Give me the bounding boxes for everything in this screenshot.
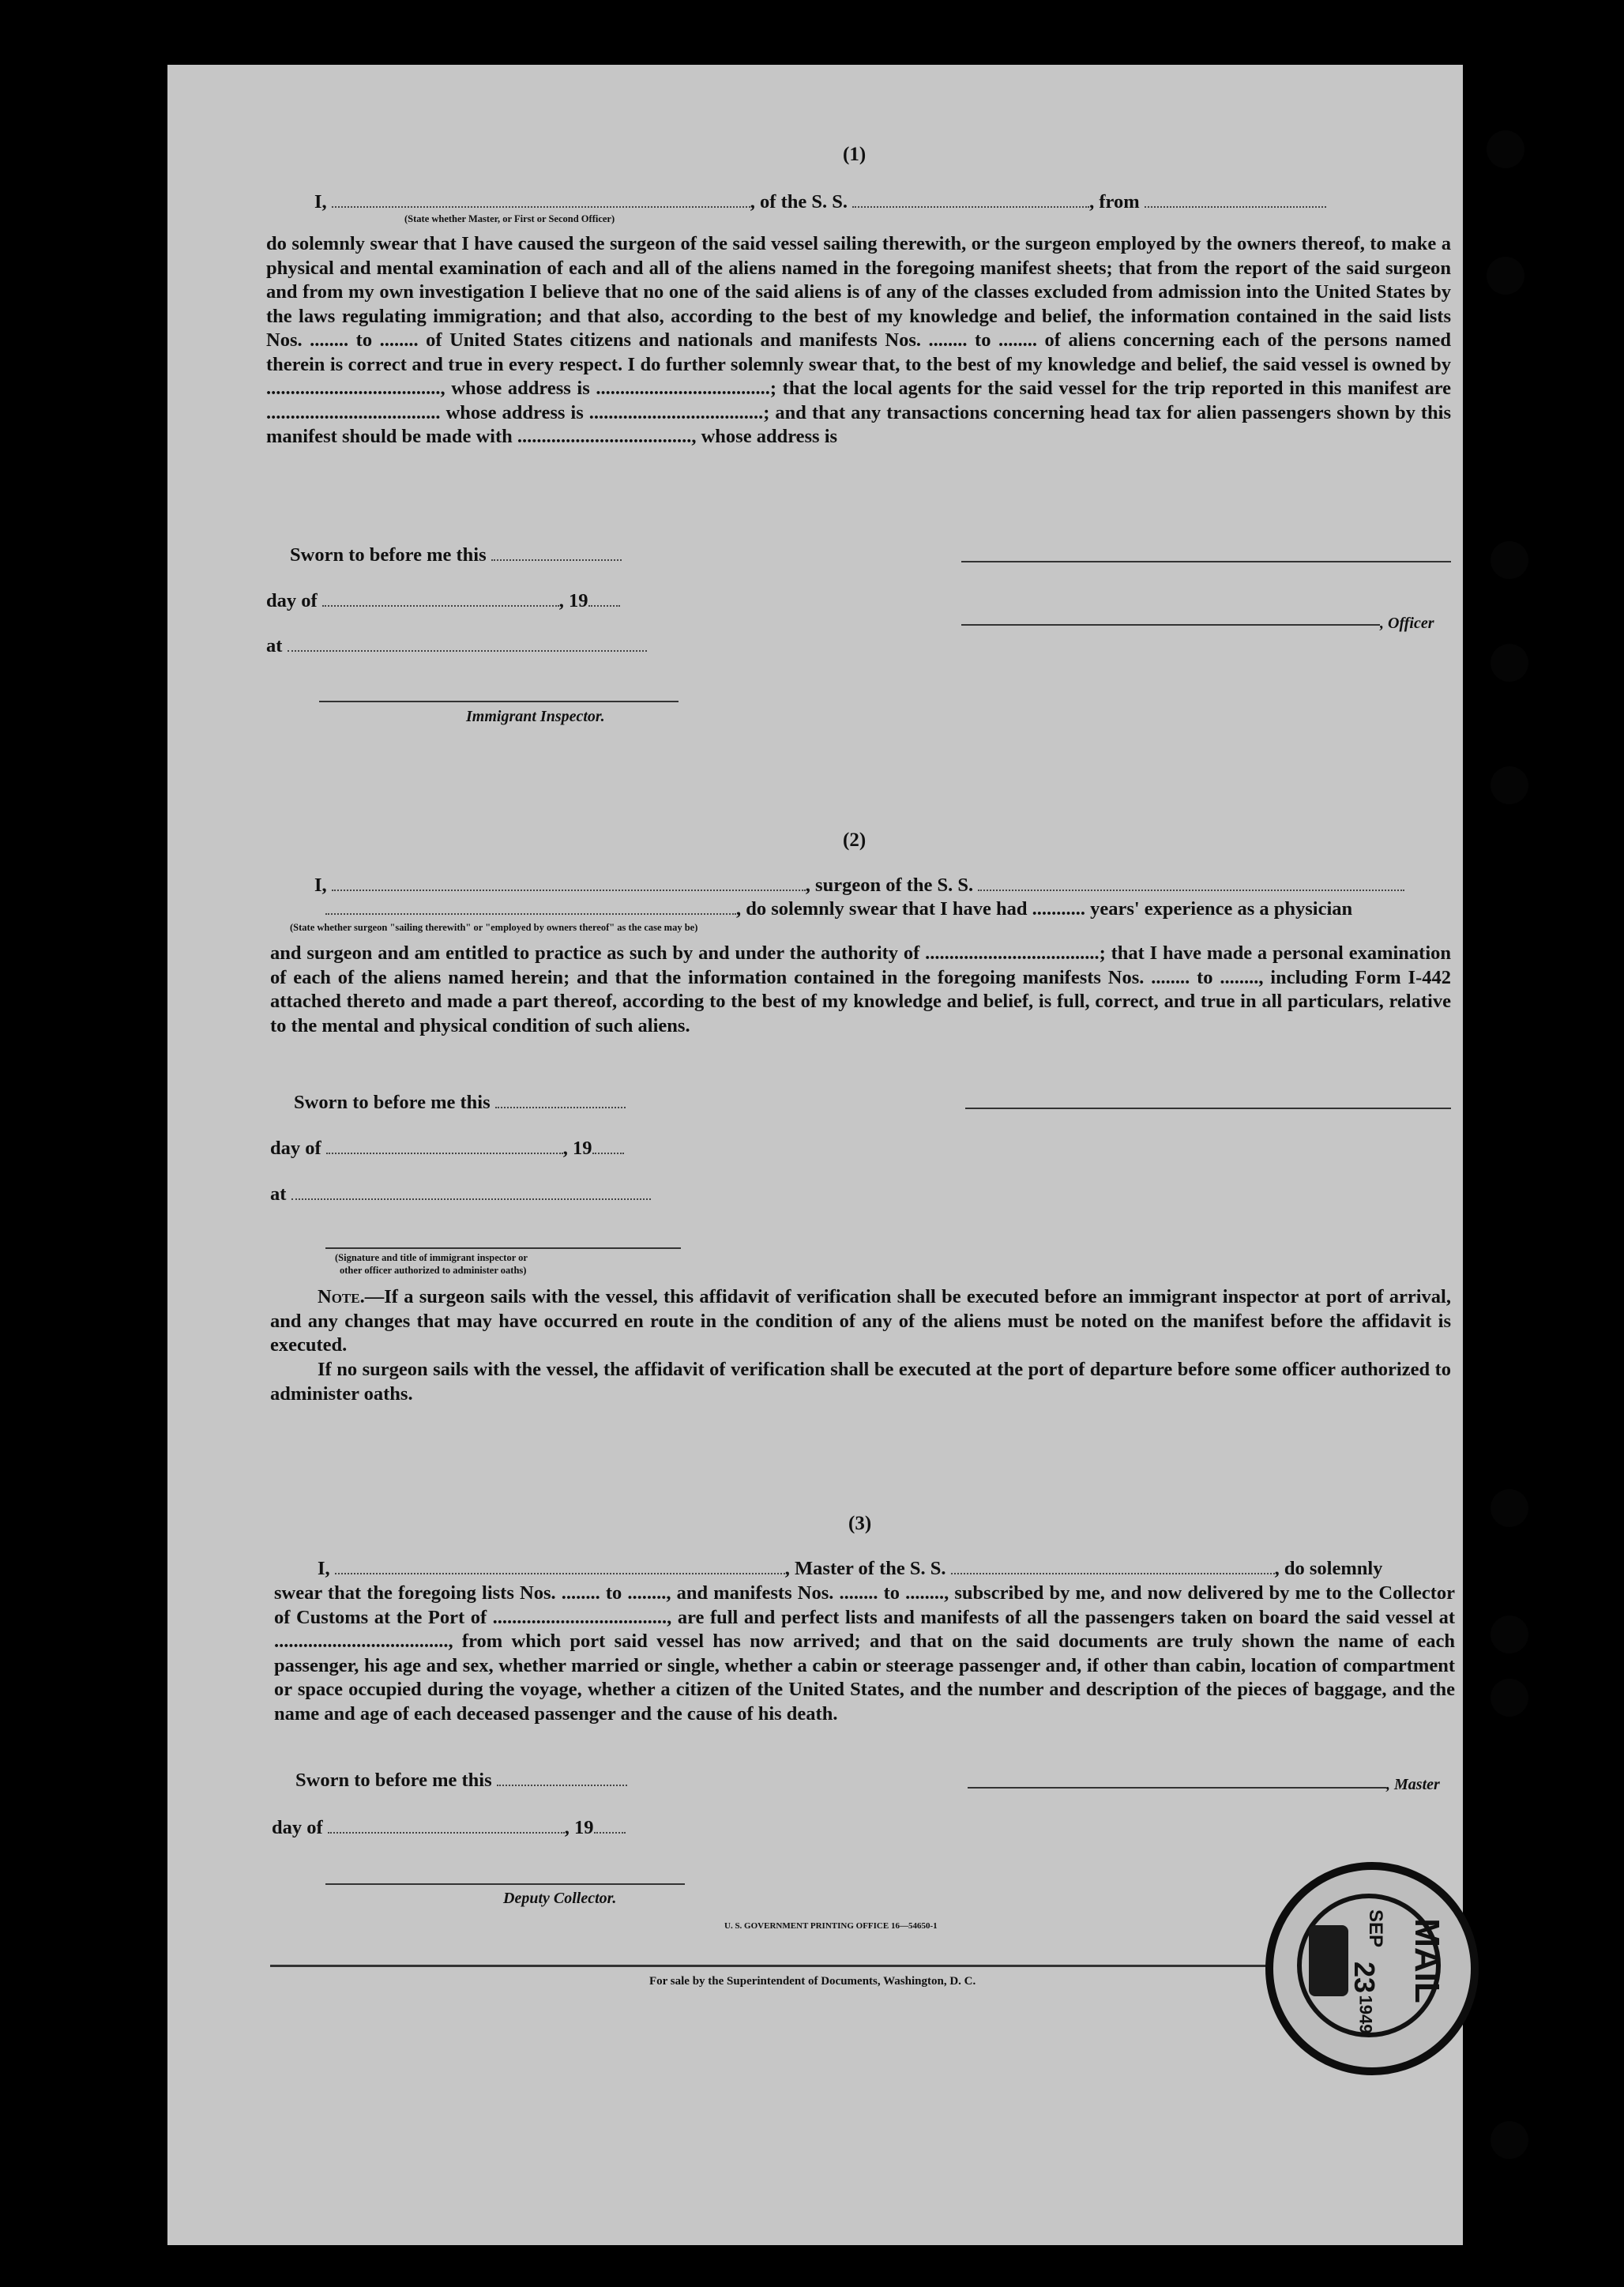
- text: , 19: [562, 1138, 592, 1159]
- blank-field: [491, 545, 622, 561]
- paragraph: swear that the foregoing lists Nos. ........ to ........, and manifests Nos. ........ to ........, subscribed by me, and now delivered by me to the Collector of Customs at the Port of ...................................., are full and perfect lists and manifests of all the passengers taken on board the said vessel at ...................................., from which port said vessel has now arrived; and that on the said documents are truly shown the name of each passenger, his age and sex, whether married or single, whether a cabin or steerage passenger and, if other than cabin, location of compartment or space occupied during the voyage, whether a citizen of the United States, and the number and description of the pieces of baggage, and the name and age of each deceased passenger and the cause of his death.: [274, 1582, 1455, 1725]
- binder-hole: [1491, 1489, 1528, 1527]
- blank-field: [592, 1138, 624, 1154]
- binder-hole: [1491, 2121, 1528, 2159]
- text: Sworn to before me this: [294, 1092, 491, 1113]
- blank-field: [291, 1184, 651, 1200]
- paragraph: and surgeon and am entitled to practice as such by and under the authority of ....................................; that I have made a personal examination of each of the aliens named herein; and that the information contained in the foregoing manifests Nos. ........ to ........, including Form I-442 attached thereto and made a part thereof, according to the best of my knowledge and belief, is full, correct, and true in all particulars, relative to the mental and physical condition of such aliens.: [270, 942, 1451, 1036]
- text: day of: [272, 1817, 323, 1838]
- text: I,: [314, 191, 327, 213]
- stamp-year: 1949: [1355, 1995, 1376, 2034]
- officer-label: , Officer: [1380, 615, 1434, 632]
- note-label: Note.: [318, 1286, 365, 1307]
- blank-field: [594, 1818, 626, 1834]
- text: , do solemnly swear that I have had ........... years' experience as a physician: [736, 898, 1353, 920]
- blank-field: [326, 1138, 563, 1154]
- binder-hole: [1487, 257, 1524, 295]
- blank-field: [495, 1093, 626, 1108]
- text: day of: [266, 590, 318, 611]
- signer-title: Deputy Collector.: [503, 1890, 617, 1907]
- blank-field: [288, 636, 647, 652]
- printing-office: U. S. GOVERNMENT PRINTING OFFICE 16—54650-1: [724, 1921, 938, 1931]
- blank-field: [497, 1770, 627, 1786]
- text: Sworn to before me this: [295, 1770, 492, 1791]
- signer-caption: other officer authorized to administer oaths): [340, 1265, 527, 1276]
- blank-field: [1145, 192, 1326, 208]
- caption: (State whether surgeon "sailing therewith" or "employed by owners thereof" as the case may be): [290, 922, 698, 933]
- binder-hole: [1491, 541, 1528, 579]
- postmark-stamp: [1265, 1862, 1479, 2075]
- text: , 19: [558, 590, 588, 611]
- text: I,: [318, 1558, 330, 1579]
- blank-field: [325, 899, 736, 915]
- text: day of: [270, 1138, 321, 1159]
- section-number: (1): [843, 144, 867, 165]
- stamp-ink-blot: [1309, 1925, 1348, 1996]
- text: Sworn to before me this: [290, 544, 487, 566]
- signer-title: Immigrant Inspector.: [466, 708, 605, 725]
- blank-field: [328, 1818, 565, 1834]
- blank-field: [978, 875, 1404, 891]
- blank-field: [588, 591, 620, 607]
- binder-hole: [1491, 644, 1528, 682]
- text: at: [270, 1183, 287, 1205]
- blank-field: [335, 1559, 785, 1574]
- text: , Master of the S. S.: [784, 1558, 946, 1579]
- text: , of the S. S.: [750, 191, 848, 213]
- note: [270, 1285, 1451, 1358]
- text: , do solemnly: [1274, 1558, 1383, 1579]
- section-number: (3): [848, 1513, 872, 1534]
- section-number: (2): [843, 829, 867, 851]
- signature-line: [319, 701, 679, 702]
- blank-field: [852, 192, 1089, 208]
- signature-line: [965, 1108, 1451, 1109]
- signature-line: [961, 561, 1451, 562]
- note: If no surgeon sails with the vessel, the affidavit of verification shall be executed at the port of departure before some officer authorized to administer oaths.: [270, 1359, 1451, 1405]
- text: at: [266, 635, 283, 656]
- blank-field: [332, 875, 806, 891]
- stamp-month: SEP: [1365, 1909, 1387, 1948]
- signer-caption: (Signature and title of immigrant inspector or: [335, 1252, 528, 1263]
- text: , surgeon of the S. S.: [805, 875, 974, 896]
- manifest-form-page: [167, 65, 1463, 2245]
- stamp-day: 23: [1348, 1961, 1382, 1994]
- sale-notice: For sale by the Superintendent of Documents, Washington, D. C.: [649, 1975, 976, 1988]
- blank-field: [332, 192, 750, 208]
- signature-line: [961, 624, 1380, 626]
- paragraph: do solemnly swear that I have caused the surgeon of the said vessel sailing therewith, or the surgeon employed by the owners thereof, to make a physical and mental examination of each and all of the aliens named in the foregoing manifest sheets; that from the report of the said surgeon and from my own investigation I believe that no one of the said aliens is of any of the classes excluded from admission into the United States by the laws regulating immigration; and that also, according to the best of my knowledge and belief, the information contained in the said lists Nos. ........ to ........ of United States citizens and nationals and manifests Nos. ........ to ........ of aliens concerning each of the persons named therein is correct and true in every respect. I do further solemnly swear that, to the best of my knowledge and belief, the said vessel is owned by ...................................., whose address is ....................................; that the local agents for the said vessel for the trip reported in this manifest are .................................... whose address is ....................................; and that any transactions concerning head tax for alien passengers shown by this manifest should be made with ...................................., whose address is: [266, 233, 1451, 447]
- signature-line: [968, 1787, 1386, 1789]
- binder-hole: [1491, 1616, 1528, 1653]
- note-text: —If a surgeon sails with the vessel, this affidavit of verification shall be executed before an immigrant inspector at port of arrival, and any changes that may have occurred en route in the condition of any of the aliens must be noted on the manifest before the affidavit is executed.: [270, 1286, 1451, 1356]
- text: , from: [1089, 191, 1140, 213]
- binder-hole: [1487, 130, 1524, 168]
- binder-hole: [1491, 766, 1528, 804]
- text: , 19: [564, 1817, 594, 1838]
- binder-hole: [1491, 1679, 1528, 1717]
- master-label: , Master: [1386, 1776, 1440, 1793]
- blank-field: [951, 1559, 1275, 1574]
- signature-line: [325, 1883, 685, 1885]
- caption: (State whether Master, or First or Second Officer): [404, 213, 615, 224]
- signature-line: [325, 1247, 681, 1249]
- text: I,: [314, 875, 327, 896]
- stamp-mail-text: MAIL: [1407, 1918, 1446, 2003]
- blank-field: [322, 591, 559, 607]
